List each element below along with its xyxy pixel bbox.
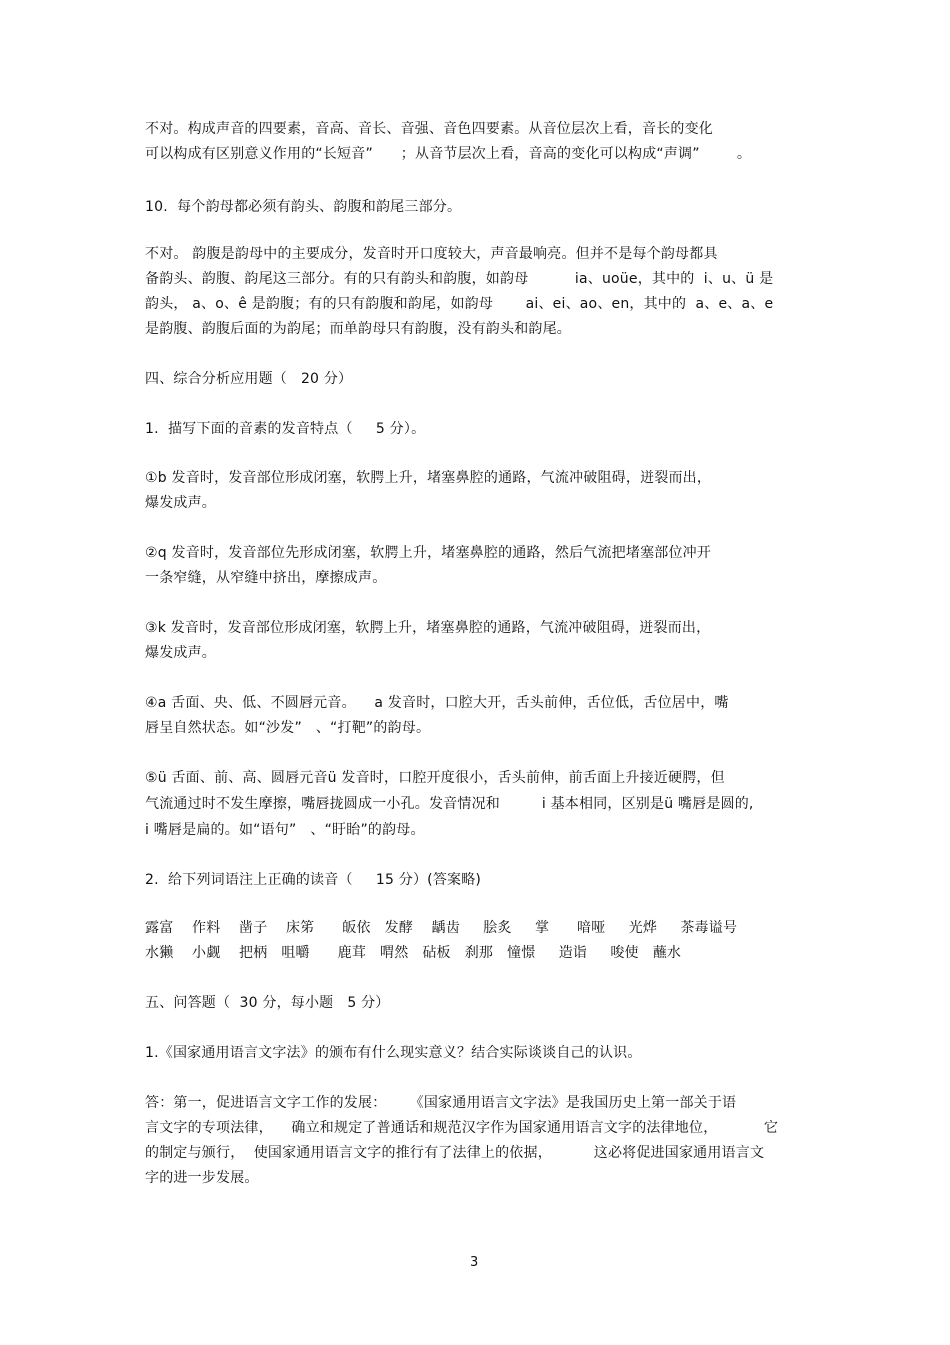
text-line: 是韵腹、韵腹后面的为韵尾；而单韵母只有韵腹，没有韵头和韵尾。 [145,321,571,337]
text-line: 言文字的专项法律， 确立和规定了普通话和规范汉字作为国家通用语言文字的法律地位， 它 [145,1120,779,1136]
text-line: 不对。 韵腹是韵母中的主要成分，发音时开口度较大，声音最响亮。但并不是每个韵母都具 [145,246,718,262]
word-list-line: 露富 作料 凿子 床笫 皈依 发酵 龋齿 脍炙 掌 喑哑 光烨 茶毒谥号 [145,920,738,936]
section-heading: 五、问答题（ 30 分，每小题 5 分） [145,995,390,1011]
text-line: ①b 发音时，发音部位形成闭塞，软腭上升，堵塞鼻腔的通路，气流冲破阻碍，迸裂而出， [145,470,712,486]
text-line: 的制定与颁行， 使国家通用语言文字的推行有了法律上的依据， 这必将促进国家通用语言文 [145,1145,765,1161]
text-line: 不对。构成声音的四要素，音高、音长、音强、音色四要素。从音位层次上看，音长的变化 [145,121,713,137]
question-heading: 1. 描写下面的音素的发音特点（ 5 分）。 [145,421,426,437]
text-line: ②q 发音时，发音部位先形成闭塞，软腭上升，堵塞鼻腔的通路，然后气流把堵塞部位冲开 [145,545,712,561]
word-list-line: 水獭 小觑 把柄 咀嚼 鹿茸 喟然 砧板 刹那 憧憬 造诣 唆使 蘸水 [145,945,682,961]
page-number: 3 [470,1255,479,1270]
question-heading: 10. 每个韵母都必须有韵头、韵腹和韵尾三部分。 [145,199,462,215]
text-line: 一条窄缝，从窄缝中挤出，摩擦成声。 [145,570,387,586]
text-line: ③k 发音时，发音部位形成闭塞，软腭上升，堵塞鼻腔的通路，气流冲破阻碍，迸裂而出， [145,620,711,636]
text-line: 爆发成声。 [145,645,216,661]
question-heading: 2. 给下列词语注上正确的读音（ 15 分）(答案略) [145,872,482,888]
text-line: i 嘴唇是扁的。如“语句” 、“盱眙”的韵母。 [145,822,425,838]
text-line: 可以构成有区别意义作用的“长短音” ；从音节层次上看，音高的变化可以构成“声调” 。 [145,146,752,162]
question-heading: 1.《国家通用语言文字法》的颁布有什么现实意义？结合实际谈谈自己的认识。 [145,1045,642,1061]
text-line: 气流通过时不发生摩擦，嘴唇拢圆成一小孔。发音情况和 i 基本相同，区别是ü 嘴唇是圆的, [145,796,754,812]
text-line: 韵头， a、o、ê 是韵腹；有的只有韵腹和韵尾，如韵母 ai、ei、ao、en，其中的 a、e、a、e [145,296,774,312]
section-heading: 四、综合分析应用题（ 20 分） [145,371,353,387]
text-line: 爆发成声。 [145,495,216,511]
text-line: 字的进一步发展。 [145,1170,259,1186]
text-line: 唇呈自然状态。如“沙发” 、“打靶”的韵母。 [145,720,431,736]
text-line: 备韵头、韵腹、韵尾这三部分。有的只有韵头和韵腹，如韵母 ia、uoüe，其中的 i、u、ü 是 [145,271,774,287]
text-line: ⑤ü 舌面、前、高、圆唇元音ü 发音时，口腔开度很小，舌头前伸，前舌面上升接近硬腭，但 [145,770,725,786]
text-line: 答：第一，促进语言文字工作的发展： 《国家通用语言文字法》是我国历史上第一部关于语 [145,1095,737,1111]
text-line: ④a 舌面、央、低、不圆唇元音。 a 发音时，口腔大开，舌头前伸，舌位低，舌位居中，嘴 [145,695,729,711]
